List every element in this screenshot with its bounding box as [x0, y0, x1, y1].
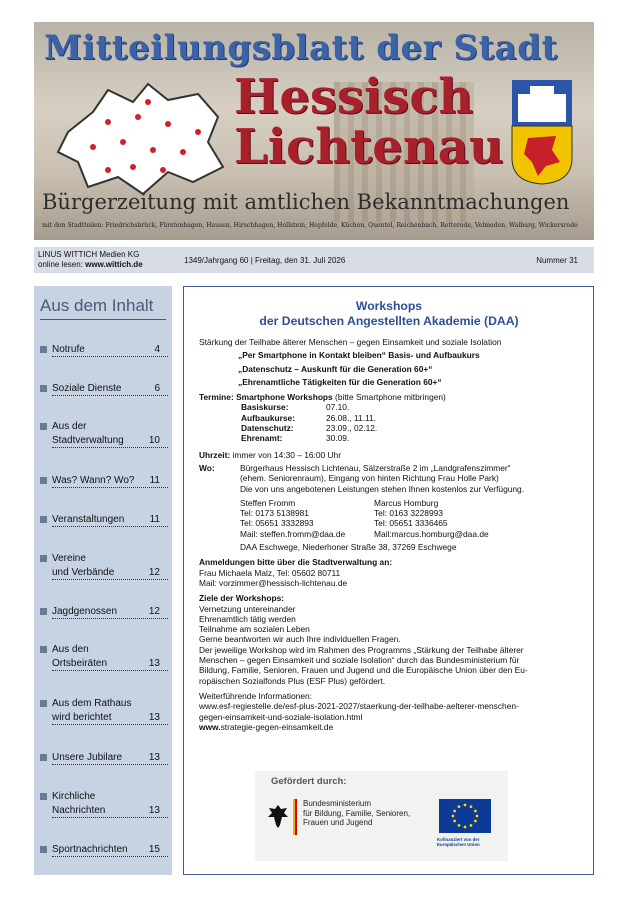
masthead-towns: mit den Stadtteilen: Friedrichsbrück, Fürstenhagen, Hausen, Hirschhagen, Hollstein, Hopfelde, Küchen, Quentel, Reichenbach, Retterode, Velmeden, Walburg, Wickersrode	[42, 222, 578, 229]
info-link[interactable]: www.esf-regiestelle.de/esf-plus-2021-2027/staerkung-der-teilhabe-aelterer-menschen-	[199, 701, 519, 712]
toc-page: 12	[148, 606, 160, 617]
toc-label: Nachrichten	[52, 805, 168, 818]
federal-eagle-icon	[267, 803, 289, 829]
square-bullet-icon	[40, 793, 47, 800]
toc-label: Ortsbeiräten	[52, 658, 168, 671]
ziele-line: Menschen – gegen Einsamkeit und soziale Isolation“ durch das Bundesministerium für	[199, 655, 520, 666]
article-heading: Workshops der Deutschen Angestellten Akademie (DAA)	[259, 299, 519, 328]
toc-item[interactable]	[40, 844, 168, 860]
ministry-name: Bundesministerium für Bildung, Familie, Senioren, Frauen und Jugend	[303, 799, 411, 827]
toc-page: 13	[148, 752, 160, 763]
toc-page: 11	[149, 514, 160, 525]
eu-cofinanced-text: Kofinanziert von der Europäischen Union	[437, 837, 480, 847]
article-box	[183, 286, 594, 875]
article-intro: Stärkung der Teilhabe älterer Menschen – gegen Einsamkeit und soziale Isolation	[199, 337, 502, 347]
ziele-line: Ehrenamtlich tätig werden	[199, 613, 296, 624]
strategy-link[interactable]: www.strategie-gegen-einsamkeit.de	[199, 721, 334, 732]
toc-page: 4	[154, 344, 160, 355]
publisher: LINUS WITTICH Medien KG online lesen: www.wittich.de	[38, 250, 143, 269]
toc-item[interactable]	[40, 644, 168, 674]
toc-label: Kirchliche	[52, 791, 96, 802]
toc-label: Sportnachrichten	[52, 844, 168, 857]
date-row: Basiskurse: 07.10.	[241, 402, 350, 413]
course-3: „Ehrenamtliche Tätigkeiten für die Generation 60+“	[238, 376, 442, 387]
toc-page: 13	[148, 712, 160, 723]
square-bullet-icon	[40, 646, 47, 653]
sponsor-title: Gefördert durch:	[271, 776, 347, 787]
info-link[interactable]: gegen-einsamkeit-und-soziale-isolation.html	[199, 711, 363, 722]
toc-label: Was? Wann? Wo?	[52, 475, 168, 488]
contacts	[199, 498, 579, 539]
toc-label: Soziale Dienste	[52, 383, 168, 396]
toc-page: 10	[148, 435, 160, 446]
square-bullet-icon	[40, 555, 47, 562]
toc-item[interactable]	[40, 475, 168, 491]
toc-page: 11	[149, 475, 160, 486]
sponsor-box	[255, 771, 508, 861]
masthead-subtitle: Bürgerzeitung mit amtlichen Bekanntmachungen	[42, 190, 570, 214]
masthead-town: Hessisch Lichtenau	[234, 69, 504, 175]
toc-label: Vereine	[52, 553, 86, 564]
toc-label: Notrufe	[52, 344, 168, 357]
termine: Termine: Smartphone Workshops (bitte Smartphone mitbringen)	[199, 392, 446, 403]
info-bar	[34, 247, 594, 273]
toc-label: Unsere Jubilare	[52, 752, 168, 765]
toc-page: 12	[148, 567, 160, 578]
masthead	[34, 22, 594, 240]
eu-flag-icon	[439, 799, 491, 833]
table-of-contents	[34, 286, 172, 875]
ziele-line: Bildung, Familie, Senioren, Frauen und Jugend und die Europäische Union über den Eu-	[199, 665, 528, 676]
uhrzeit: Uhrzeit: immer von 14:30 – 16:00 Uhr	[199, 449, 341, 460]
toc-item[interactable]	[40, 606, 168, 622]
toc-page: 13	[148, 658, 160, 669]
toc-item[interactable]	[40, 383, 168, 399]
toc-item[interactable]	[40, 553, 168, 583]
ziele-line: ropäischen Sozialfonds Plus (ESF Plus) gefördert.	[199, 675, 386, 686]
town-map-icon	[48, 72, 228, 202]
info-line: Weiterführende Informationen:	[199, 690, 312, 701]
wo: Wo: Bürgerhaus Hessisch Lichtenau, Sälzerstraße 2 im „Landgrafenszimmer“ (ehem. Seniorenraum), Eingang von hinten Richtung Frau Holle Park) Die von uns angebotenen Leistungen stehen Ihnen kostenlos zur Verfügung.	[199, 462, 525, 494]
course-1: „Per Smartphone in Kontakt bleiben“ Basis- und Aufbaukurs	[238, 350, 480, 361]
course-2: „Datenschutz – Auskunft für die Generation 60+“	[238, 363, 433, 374]
anmeldung-heading: Anmeldungen bitte über die Stadtverwaltung an:	[199, 557, 393, 568]
toc-page: 13	[148, 805, 160, 816]
toc-label: Stadtverwaltung	[52, 435, 168, 448]
square-bullet-icon	[40, 700, 47, 707]
ziele-line: Teilnahme am sozialen Leben	[199, 624, 310, 635]
square-bullet-icon	[40, 385, 47, 392]
date-row: Ehrenamt: 30.09.	[241, 433, 350, 444]
toc-page: 15	[148, 844, 160, 855]
daa-address: DAA Eschwege, Niederhoner Straße 38, 37269 Eschwege	[240, 542, 457, 553]
ziele-line: Vernetzung untereinander	[199, 603, 296, 614]
toc-title: Aus dem Inhalt	[40, 296, 166, 320]
date-row: Aufbaukurse: 26.08., 11.11.	[241, 412, 376, 423]
date-row: Datenschutz: 23.09., 02.12.	[241, 423, 378, 434]
ziele-line: Der jeweilige Workshop wird im Rahmen des Programms „Stärkung der Teilhabe älterer	[199, 644, 524, 655]
toc-item[interactable]	[40, 752, 168, 768]
ziele-line: Gerne beantworten wir auch Ihre individuellen Fragen.	[199, 634, 401, 645]
toc-item[interactable]	[40, 698, 168, 728]
toc-item[interactable]	[40, 514, 168, 530]
ziele-heading: Ziele der Workshops:	[199, 593, 285, 604]
contact-fromm: Steffen Fromm Tel: 0173 5138981 Tel: 05651 3332893 Mail: steffen.fromm@daa.de	[240, 497, 346, 539]
toc-label: Aus der	[52, 421, 87, 432]
toc-item[interactable]	[40, 344, 168, 360]
square-bullet-icon	[40, 516, 47, 523]
contact-homburg: Marcus Homburg Tel: 0163 3228993 Tel: 05651 3336465 Mail:marcus.homburg@daa.de	[374, 497, 489, 539]
square-bullet-icon	[40, 608, 47, 615]
toc-label: wird berichtet	[52, 712, 168, 725]
toc-label: Aus den	[52, 644, 89, 655]
toc-item[interactable]	[40, 421, 168, 451]
online-url[interactable]: www.wittich.de	[85, 260, 143, 269]
square-bullet-icon	[40, 754, 47, 761]
anmeldung-line: Mail: vorzimmer@hessisch-lichtenau.de	[199, 577, 348, 588]
toc-page: 6	[154, 383, 160, 394]
toc-label: Jagdgenossen	[52, 606, 168, 619]
square-bullet-icon	[40, 846, 47, 853]
anmeldung-line: Frau Michaela Malz, Tel: 05602 80711	[199, 567, 341, 578]
issue-number: Nummer 31	[536, 256, 578, 265]
issue-info: 1349/Jahrgang 60 | Freitag, den 31. Juli 2026	[184, 256, 346, 265]
toc-item[interactable]	[40, 791, 168, 821]
square-bullet-icon	[40, 346, 47, 353]
square-bullet-icon	[40, 423, 47, 430]
square-bullet-icon	[40, 477, 47, 484]
toc-label: Aus dem Rathaus	[52, 698, 132, 709]
toc-label: und Verbände	[52, 567, 168, 580]
toc-label: Veranstaltungen	[52, 514, 168, 527]
masthead-title: Mitteilungsblatt der Stadt	[44, 28, 558, 68]
coat-of-arms-icon	[510, 78, 574, 186]
